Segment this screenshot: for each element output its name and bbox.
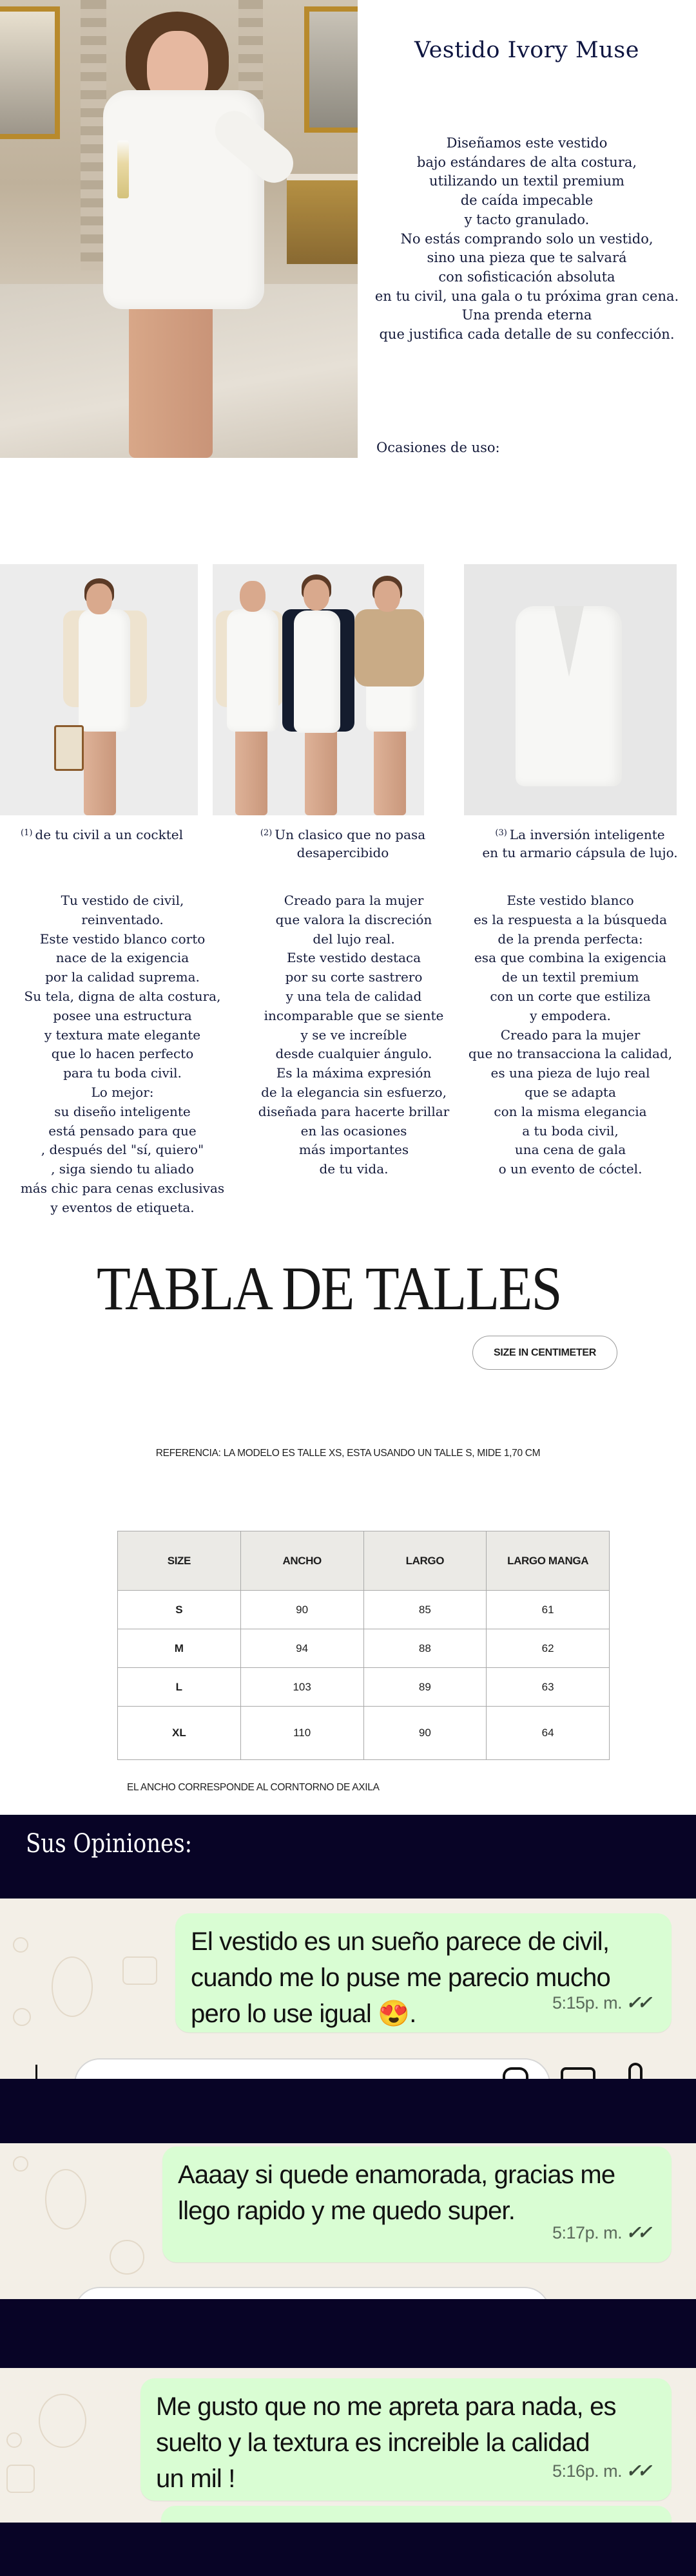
model-legs [84, 719, 116, 815]
column-line: reinventado. [81, 911, 164, 927]
message-line: suelto y la textura es increible la calidad [156, 2429, 590, 2457]
table-cell: 90 [240, 1591, 363, 1629]
text-column-3 [451, 891, 690, 1179]
column-header: SIZE [118, 1531, 241, 1591]
table-cell: 90 [363, 1707, 487, 1760]
footer-band [0, 2523, 696, 2576]
size-cell: M [118, 1629, 241, 1668]
column-line: que lo hacen perfecto [51, 1046, 194, 1062]
plus-icon [35, 2065, 37, 2079]
description-line: sino una pieza que te salvará [427, 250, 627, 266]
column-line: incomparable que se siente [264, 1007, 444, 1023]
column-line: de la elegancia sin esfuerzo, [261, 1084, 447, 1100]
doodle-icon [45, 2169, 86, 2230]
description-line: bajo estándares de alta costura, [416, 154, 637, 170]
message-line: Me gusto que no me apreta para nada, es [156, 2392, 616, 2421]
description-line: Una prenda eterna [461, 307, 592, 323]
product-flatlay-photo [464, 564, 677, 815]
caption-text: de tu civil a un cocktel [35, 827, 183, 842]
doodle-icon [6, 2465, 35, 2493]
column-line: una cena de gala [514, 1142, 626, 1158]
column-line: y textura mate elegante [44, 1027, 201, 1043]
caption-text: La inversión inteligente [509, 827, 665, 842]
doodle-icon [122, 1956, 157, 1985]
column-line: por la calidad suprema. [45, 969, 200, 985]
description-line: y tacto granulado. [464, 211, 590, 227]
column-header: LARGO [363, 1531, 487, 1591]
table-row [118, 1629, 610, 1668]
gold-mirror [0, 6, 60, 139]
message-input [74, 2287, 550, 2299]
sticker-icon [503, 2067, 528, 2079]
message-time: 5:16p. m. [552, 2461, 623, 2481]
column-line: diseñada para hacerte brillar [258, 1103, 450, 1119]
doodle-icon [13, 2156, 28, 2172]
message-time: 5:17p. m. [552, 2223, 623, 2242]
review-message-bubble [175, 1913, 672, 2032]
table-cell: 61 [487, 1591, 610, 1629]
column-line: o un evento de cóctel. [498, 1161, 643, 1177]
column-line: es una pieza de lujo real [490, 1065, 650, 1081]
column-line: y una tela de calidad [285, 988, 422, 1004]
product-description [358, 134, 696, 345]
gold-mirror [304, 6, 358, 133]
caption-text: Un clasico que no pasa [275, 827, 426, 842]
column-line: su diseño inteligente [54, 1103, 191, 1119]
description-line: utilizando un textil premium [429, 173, 624, 189]
model-face [304, 580, 329, 611]
column-line: por su corte sastrero [285, 969, 423, 985]
champagne-glass [117, 140, 129, 198]
table-cell: 89 [363, 1668, 487, 1707]
column-line: Este vestido blanco corto [39, 931, 206, 947]
occasion-photo-1 [0, 564, 198, 815]
description-line: que justifica cada detalle de su confección. [379, 327, 675, 343]
caption-3 [464, 826, 696, 862]
table-cell: 63 [487, 1668, 610, 1707]
hero-product-photo [0, 0, 358, 458]
white-dress [294, 611, 340, 733]
occasions-label: Ocasiones de uso: [376, 440, 500, 455]
message-line: un mil ! [156, 2465, 235, 2493]
column-line: a tu boda civil, [522, 1122, 619, 1139]
review-message-bubble [140, 2378, 672, 2501]
message-line: pero lo use igual 😍. [191, 2000, 416, 2028]
column-line: posee una estructura [53, 1007, 192, 1023]
message-meta [552, 1985, 648, 2021]
caption-number: (3) [495, 828, 507, 838]
caption-1 [0, 826, 232, 844]
doodle-icon [13, 2008, 31, 2026]
message-line: cuando me lo puse me parecio mucho [191, 1964, 610, 1992]
message-meta [552, 2215, 648, 2251]
column-line: que valora la discreción [275, 911, 432, 927]
text-column-2 [235, 891, 473, 1179]
reviews-title: Sus Opiniones: [26, 1829, 193, 1859]
column-line: y empodera. [530, 1007, 611, 1023]
column-line: de tu vida. [319, 1161, 389, 1177]
microphone-icon [628, 2063, 643, 2079]
column-header: ANCHO [240, 1531, 363, 1591]
column-line: está pensado para que [48, 1122, 197, 1139]
column-line: con un corte que estiliza [490, 988, 651, 1004]
table-cell: 110 [240, 1707, 363, 1760]
size-chart-title: TABLA DE TALLES [97, 1254, 561, 1323]
column-line: de la prenda perfecta: [498, 931, 643, 947]
product-title: Vestido Ivory Muse [414, 37, 639, 63]
column-line: Creado para la mujer [500, 1027, 641, 1043]
doodle-icon [110, 2240, 144, 2275]
model-legs [374, 722, 406, 815]
table-cell: 88 [363, 1629, 487, 1668]
caption-number: (2) [260, 828, 273, 838]
camera-icon [561, 2067, 595, 2079]
column-line: más chic para cenas exclusivas [20, 1180, 225, 1196]
message-time: 5:15p. m. [552, 1993, 623, 2012]
column-line: Este vestido blanco [507, 893, 634, 908]
column-line: para tu boda civil. [63, 1065, 182, 1081]
description-line: de caída impecable [460, 193, 594, 209]
model-reference-note: REFERENCIA: LA MODELO ES TALLE XS, ESTA USANDO UN TALLE S, MIDE 1,70 CM [155, 1448, 541, 1459]
review-screenshot-3 [0, 2368, 696, 2523]
read-icon: ✓✓ [626, 1993, 648, 2012]
separator-band [0, 2299, 696, 2368]
table-cell: 64 [487, 1707, 610, 1760]
size-table-footnote: EL ANCHO CORRESPONDE AL CORNTORNO DE AXILA [127, 1782, 380, 1793]
column-line: Lo mejor: [91, 1084, 154, 1100]
column-line: Este vestido destaca [286, 950, 421, 966]
size-cell: L [118, 1668, 241, 1707]
column-line: Tu vestido de civil, [61, 893, 184, 908]
message-meta [552, 2453, 648, 2489]
white-dress [227, 609, 278, 732]
message-line: Aaaay si quede enamorada, gracias me [178, 2161, 615, 2189]
table-header-row [118, 1531, 610, 1591]
column-line: esa que combina la exigencia [474, 950, 667, 966]
doodle-icon [39, 2394, 86, 2448]
column-line: desde cualquier ángulo. [275, 1046, 432, 1062]
column-line: del lujo real. [313, 931, 395, 947]
occasion-photo-2 [213, 564, 424, 815]
message-line: llego rapido y me quedo super. [178, 2197, 516, 2225]
table-row [118, 1591, 610, 1629]
column-line: y eventos de etiqueta. [50, 1199, 195, 1215]
caption-number: (1) [21, 828, 33, 838]
doodle-icon [6, 2432, 22, 2448]
model-legs [235, 725, 267, 815]
white-dress [79, 609, 130, 732]
column-line: es la respuesta a la búsqueda [473, 911, 668, 927]
column-line: nace de la exigencia [55, 950, 189, 966]
column-line: Es la máxima expresión [276, 1065, 432, 1081]
table-row [118, 1668, 610, 1707]
model-face [86, 583, 112, 614]
description-line: Diseñamos este vestido [446, 135, 608, 151]
read-icon: ✓✓ [626, 2461, 648, 2481]
caption-text: desapercibido [296, 845, 389, 860]
separator-band [0, 2079, 696, 2143]
message-line: El vestido es un sueño parece de civil, [191, 1927, 610, 1956]
table-cell: 103 [240, 1668, 363, 1707]
column-header: LARGO MANGA [487, 1531, 610, 1591]
column-line: en las ocasiones [300, 1122, 407, 1139]
description-line: con sofisticación absoluta [438, 269, 615, 285]
column-line: Creado para la mujer [284, 893, 424, 908]
description-line: en tu civil, una gala o tu próxima gran cena. [374, 288, 679, 304]
text-column-1 [3, 891, 242, 1218]
size-cell: S [118, 1591, 241, 1629]
table-cell: 85 [363, 1591, 487, 1629]
model-legs [129, 303, 213, 458]
column-line: que se adapta [525, 1084, 616, 1100]
review-screenshot-1 [0, 1899, 696, 2079]
next-message-bubble [161, 2506, 672, 2523]
size-unit-button[interactable]: SIZE IN CENTIMETER [472, 1336, 617, 1370]
table-row [118, 1707, 610, 1760]
description-line: No estás comprando solo un vestido, [400, 231, 653, 247]
review-screenshot-2 [0, 2143, 696, 2299]
column-line: Su tela, digna de alta costura, [24, 988, 221, 1004]
table-cell: 62 [487, 1629, 610, 1668]
message-input [74, 2058, 550, 2079]
model-face [374, 581, 400, 612]
doodle-icon [13, 1937, 28, 1953]
tote-bag [54, 725, 84, 771]
doodle-icon [52, 1956, 93, 2017]
size-table [117, 1531, 610, 1760]
column-line: más importantes [298, 1142, 409, 1158]
size-cell: XL [118, 1707, 241, 1760]
column-line: con la misma elegancia [494, 1103, 647, 1119]
column-line: y se ve increíble [300, 1027, 407, 1043]
gold-console-table [287, 174, 358, 264]
column-line: , siga siendo tu aliado [51, 1161, 194, 1177]
wall-panel [81, 0, 106, 270]
model-legs [305, 722, 337, 815]
caption-2 [240, 826, 446, 862]
table-cell: 94 [240, 1629, 363, 1668]
column-line: de un textil premium [501, 969, 639, 985]
model-face [240, 581, 266, 612]
review-message-bubble [162, 2146, 672, 2262]
column-line: que no transacciona la calidad, [468, 1046, 673, 1062]
caption-text: en tu armario cápsula de lujo. [482, 845, 678, 860]
fur-stole [354, 609, 424, 687]
column-line: , después del "sí, quiero" [41, 1142, 204, 1158]
read-icon: ✓✓ [626, 2222, 648, 2242]
